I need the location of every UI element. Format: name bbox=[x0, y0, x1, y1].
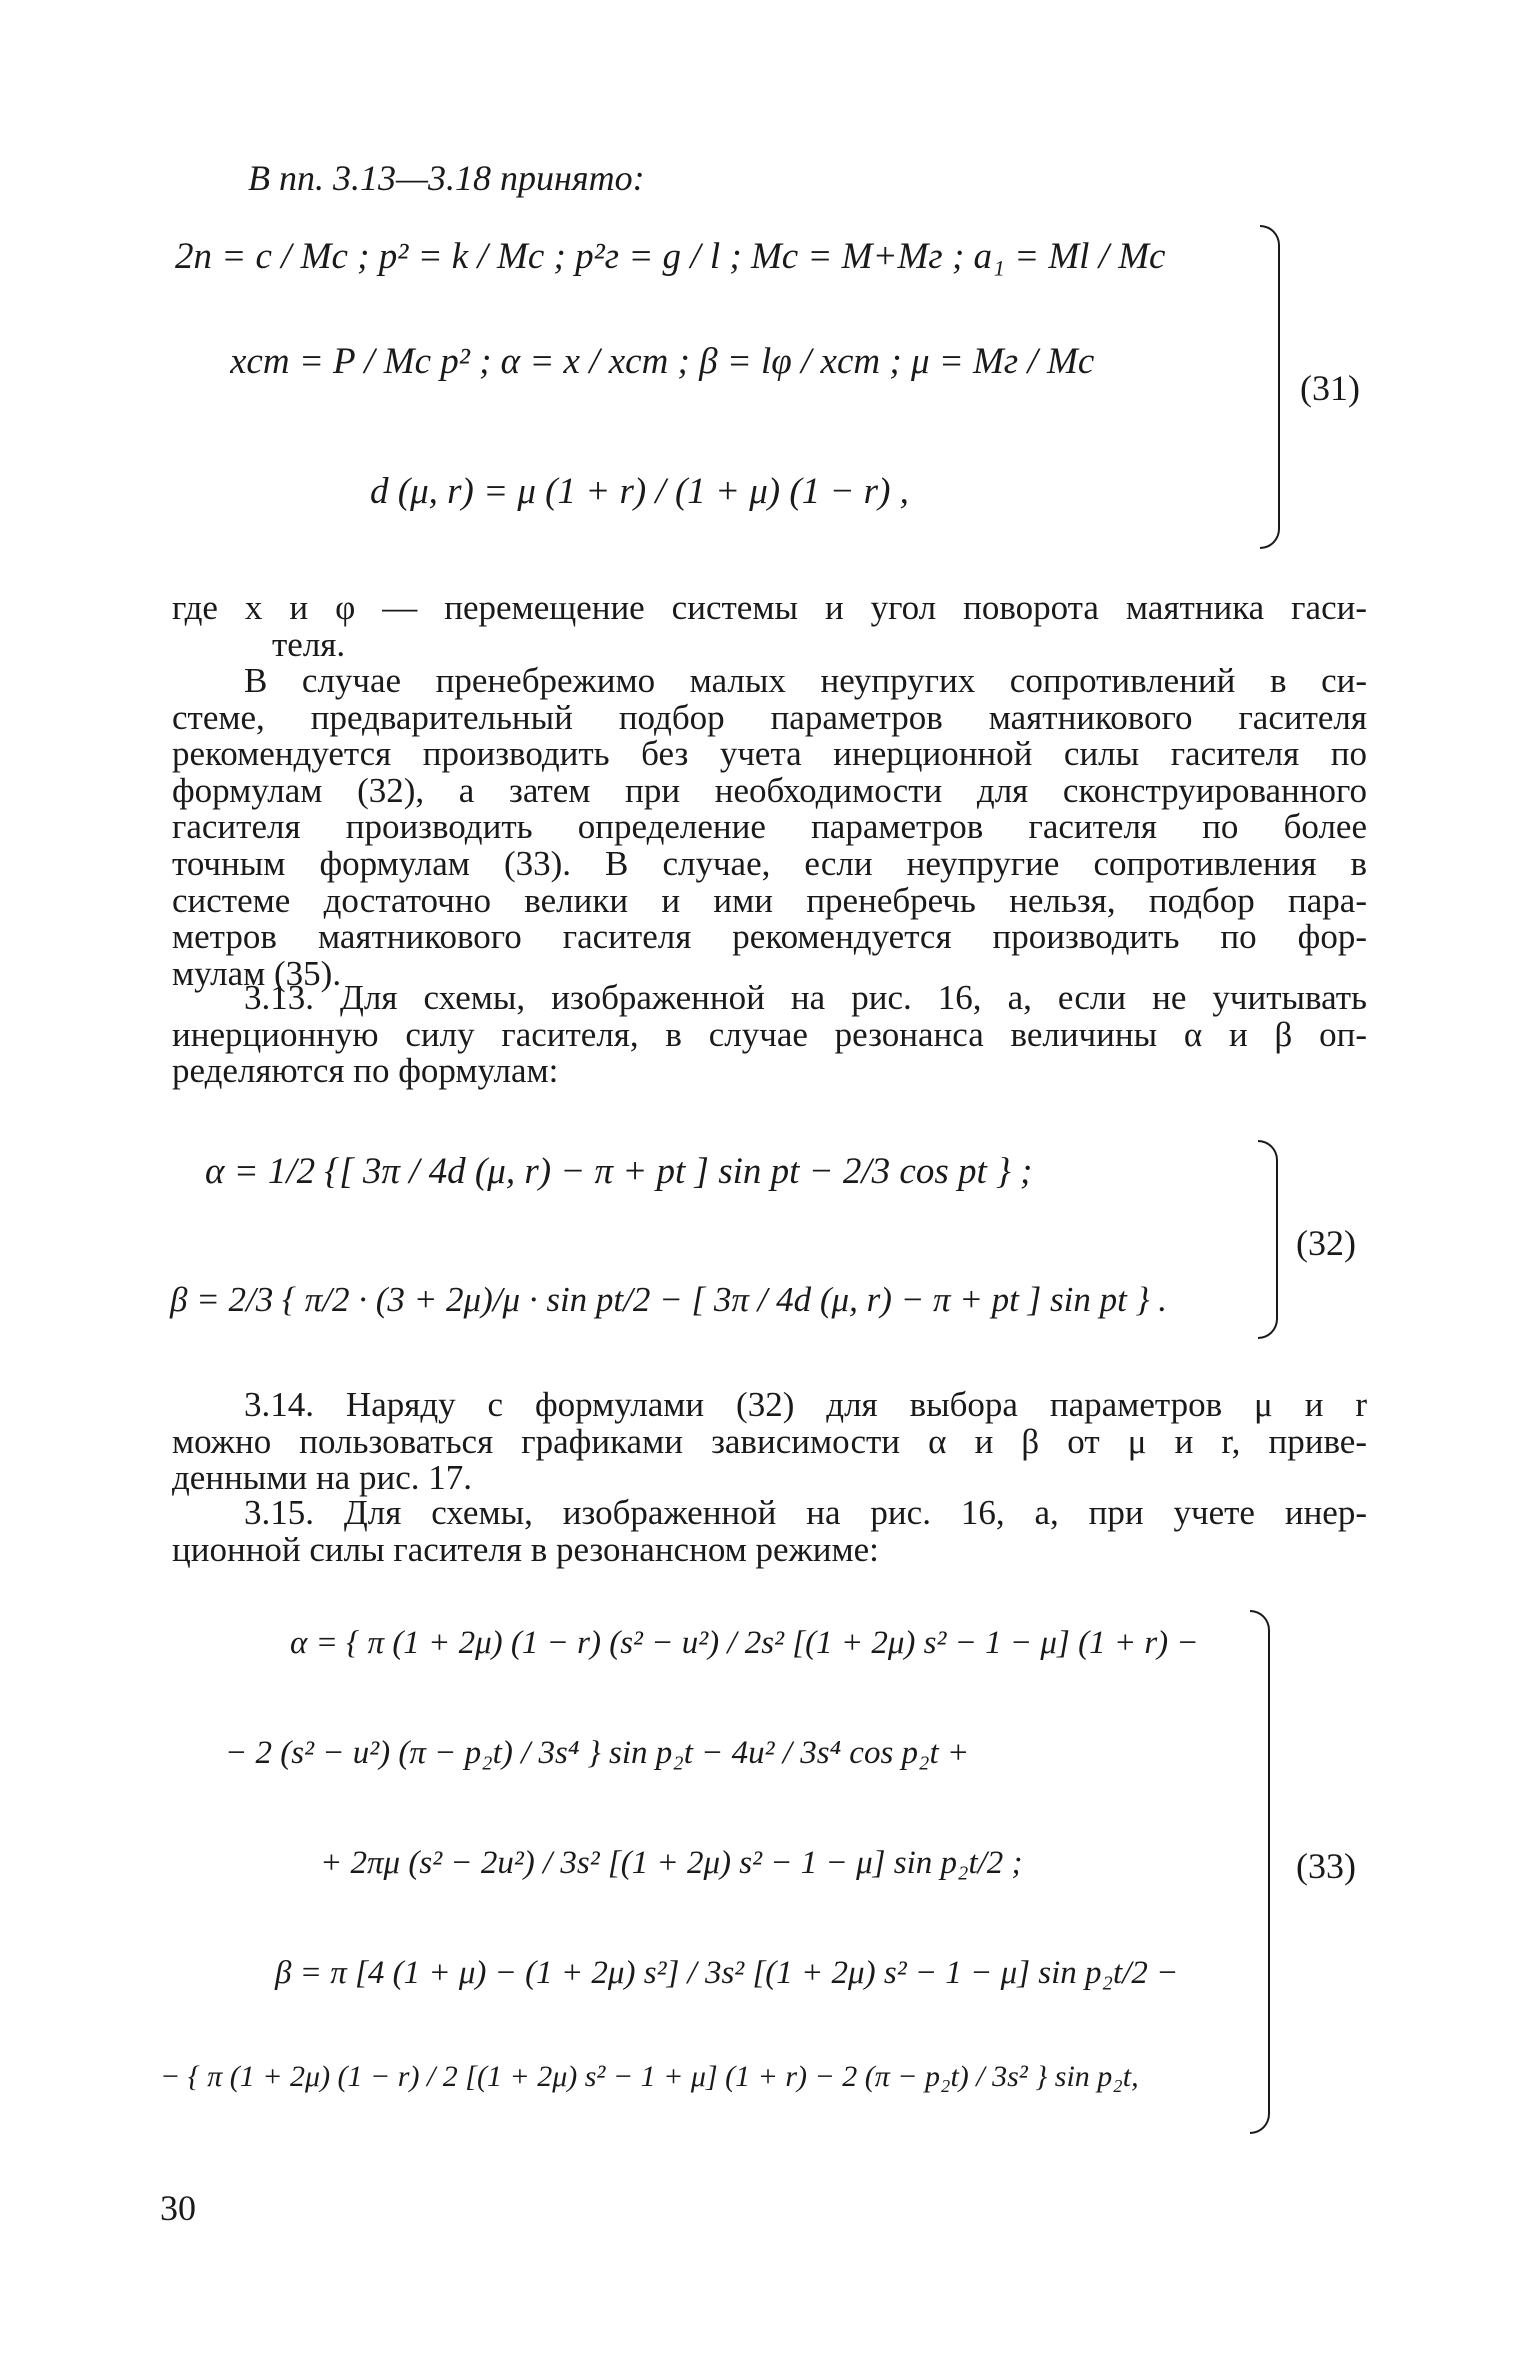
text-line: 3.15. Для схемы, изображенной на рис. 16, а, при учете инер- bbox=[244, 1493, 1367, 1532]
text-line: стеме, предварительный подбор параметров маятникового гасителя bbox=[172, 697, 1367, 737]
paragraph-3-13 bbox=[172, 980, 1367, 1090]
text-line: денными на рис. 17. bbox=[172, 1458, 472, 1498]
text-line: 3.14. Наряду с формулами (32) для выбора параметров μ и r bbox=[244, 1385, 1367, 1424]
text-line: мулам (35). bbox=[172, 953, 342, 993]
text-line: В случае пренебрежимо малых неупругих сопротивлений в си- bbox=[244, 661, 1367, 700]
page-number: 30 bbox=[160, 2188, 196, 2228]
eq33-brace bbox=[1250, 1610, 1270, 2134]
eq33-line-5: − { π (1 + 2μ) (1 − r) / 2 [(1 + 2μ) s² − 1 + μ] (1 + r) − 2 (π − p₂t) / 3s² } sin p₂t, bbox=[160, 2060, 1139, 2093]
eq31-row1: 2n = c / Mс ; p² = k / Mс ; p²г = g / l ; Mс = M+Mг ; a₁ = Ml / Mс bbox=[175, 236, 1166, 277]
paragraph-1 bbox=[172, 663, 1367, 992]
eq32-brace bbox=[1258, 1140, 1278, 1339]
where-line: теля. bbox=[272, 624, 346, 664]
eq31-row3: d (μ, r) = μ (1 + r) / (1 + μ) (1 − r) , bbox=[370, 471, 909, 512]
eq32-number: (32) bbox=[1296, 1223, 1356, 1263]
eq31-number: (31) bbox=[1300, 368, 1360, 408]
eq33-line-3: + 2πμ (s² − 2u²) / 3s² [(1 + 2μ) s² − 1 − μ] sin p₂t/2 ; bbox=[320, 1845, 1023, 1881]
eq33-line-2: − 2 (s² − u²) (π − p₂t) / 3s⁴ } sin p₂t − 4u² / 3s⁴ cos p₂t + bbox=[225, 1735, 970, 1771]
where-line: где x и φ — перемещение системы и угол поворота маятника гаси- bbox=[172, 588, 1367, 627]
eq32-beta: β = 2/3 { π/2 · (3 + 2μ)/μ · sin pt/2 − [ 3π / 4d (μ, r) − π + pt ] sin pt } . bbox=[170, 1280, 1168, 1319]
intro-line: В пп. 3.13—3.18 принято: bbox=[248, 158, 645, 198]
text-line: формулам (32), а затем при необходимости для сконструированного bbox=[172, 770, 1367, 810]
eq31-row2: xст = P / Mс p² ; α = x / xст ; β = lφ / xст ; μ = Mг / Mс bbox=[230, 341, 1095, 382]
paragraph-3-15 bbox=[172, 1495, 1367, 1568]
paragraph-3-14 bbox=[172, 1387, 1367, 1497]
text-line: 3.13. Для схемы, изображенной на рис. 16, а, если не учитывать bbox=[244, 978, 1367, 1017]
text-line: инерционную силу гасителя, в случае резонанса величины α и β оп- bbox=[172, 1014, 1367, 1054]
text-line: точным формулам (33). В случае, если неупругие сопротивления в bbox=[172, 843, 1367, 883]
where-paragraph bbox=[172, 590, 1367, 663]
text-line: рекомендуется производить без учета инерционной силы гасителя по bbox=[172, 734, 1367, 774]
text-line: можно пользоваться графиками зависимости α и β от μ и r, приве- bbox=[172, 1421, 1367, 1461]
eq31-brace bbox=[1260, 225, 1280, 549]
eq32-alpha: α = 1/2 {[ 3π / 4d (μ, r) − π + pt ] sin pt − 2/3 cos pt } ; bbox=[205, 1151, 1033, 1192]
eq33-number: (33) bbox=[1296, 1846, 1356, 1886]
text-line: метров маятникового гасителя рекомендуется производить по фор- bbox=[172, 917, 1367, 957]
text-line: гасителя производить определение параметров гасителя по более bbox=[172, 807, 1367, 847]
eq33-line-4: β = π [4 (1 + μ) − (1 + 2μ) s²] / 3s² [(1 + 2μ) s² − 1 − μ] sin p₂t/2 − bbox=[275, 1955, 1179, 1991]
text-line: системе достаточно велики и ими пренебречь нельзя, подбор пара- bbox=[172, 880, 1367, 920]
eq33-line-1: α = { π (1 + 2μ) (1 − r) (s² − u²) / 2s² [(1 + 2μ) s² − 1 − μ] (1 + r) − bbox=[290, 1625, 1199, 1661]
text-line: ционной силы гасителя в резонансном режиме: bbox=[172, 1529, 879, 1569]
text-line: ределяются по формулам: bbox=[172, 1051, 559, 1091]
